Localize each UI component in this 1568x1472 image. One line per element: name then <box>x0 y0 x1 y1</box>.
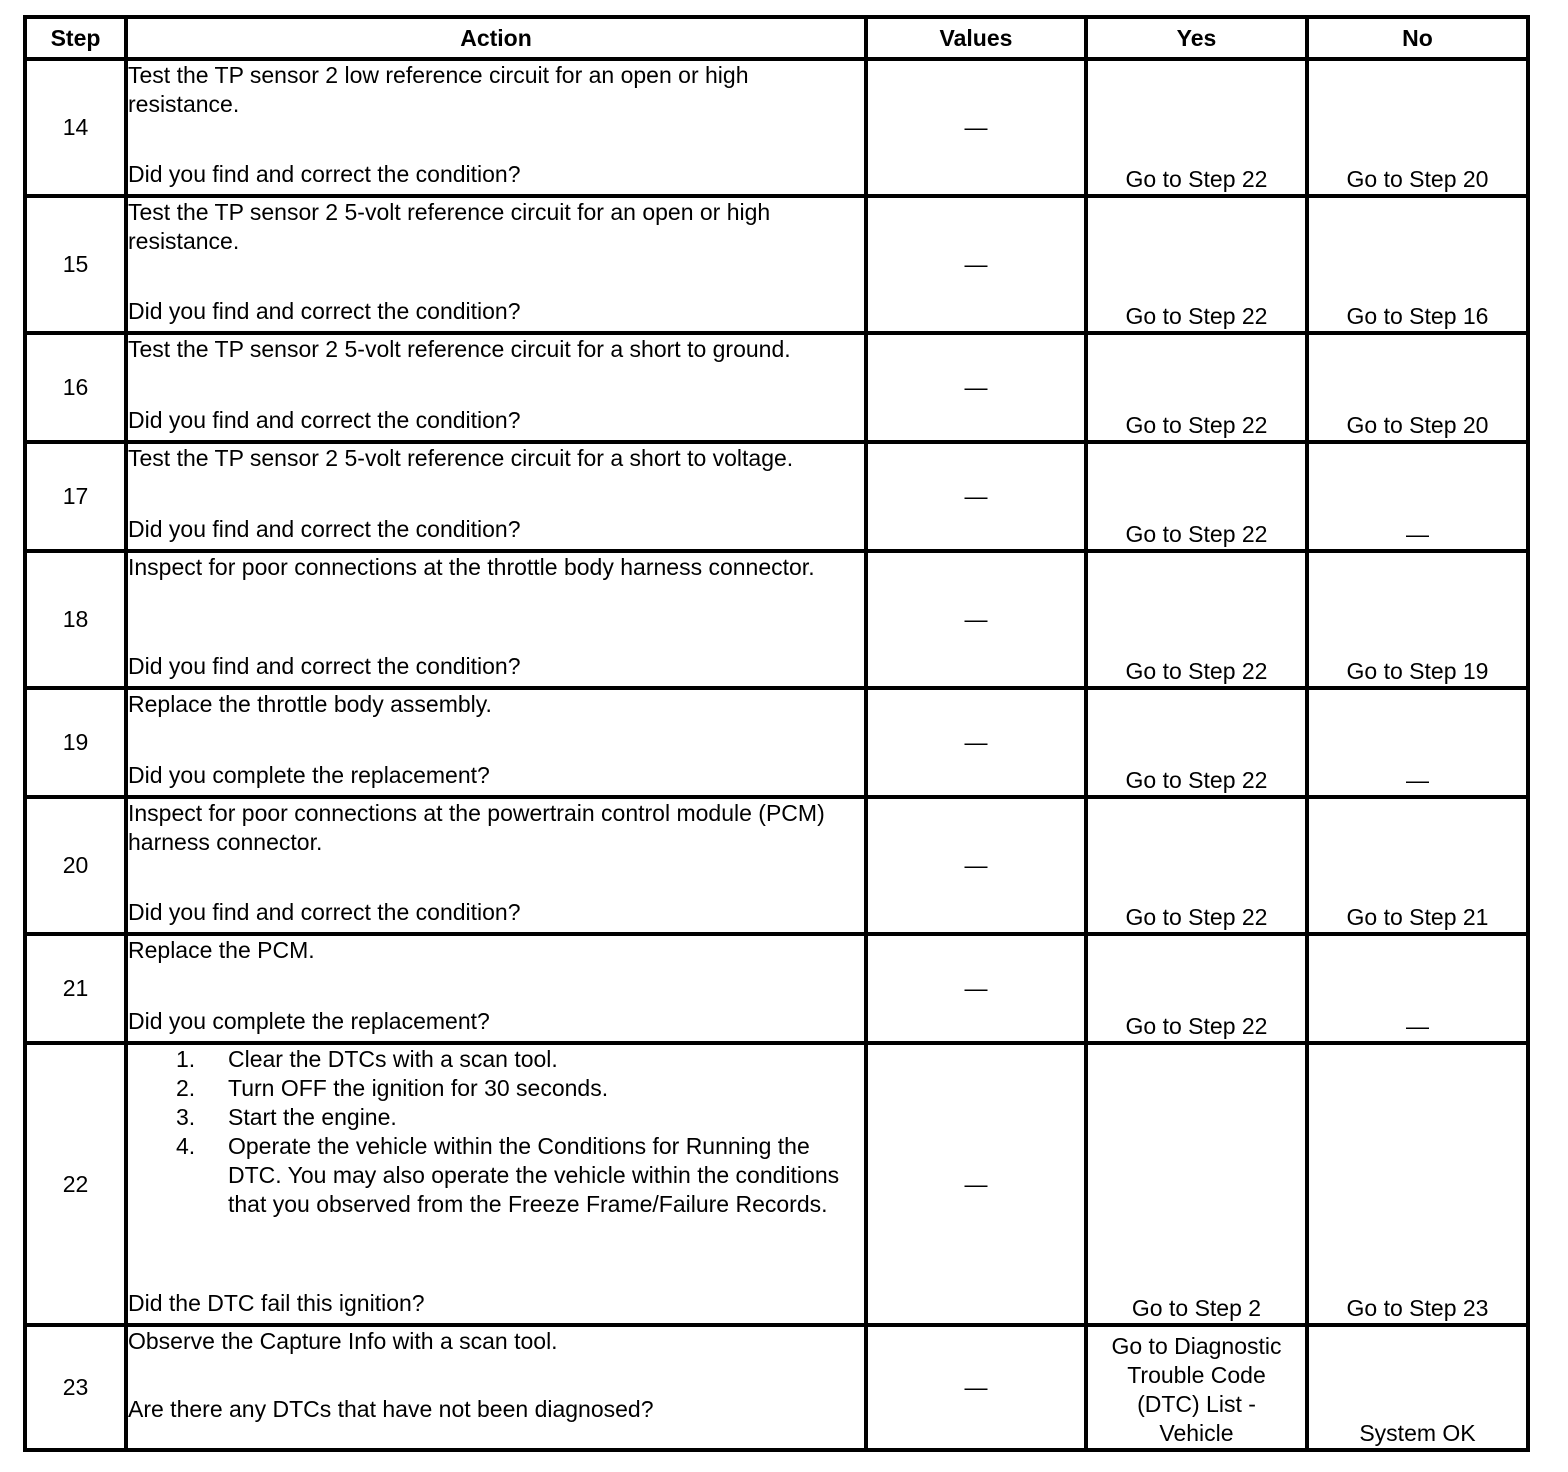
list-item <box>176 1103 864 1132</box>
action-cell <box>126 333 866 442</box>
table-row <box>25 934 1528 1043</box>
step-number: 15 <box>25 196 126 333</box>
list-item <box>176 1132 864 1219</box>
table-row <box>25 1325 1528 1450</box>
action-cell <box>126 688 866 797</box>
yes-cell: Go to Step 22 <box>1086 59 1307 196</box>
yes-cell: Go to Step 22 <box>1086 551 1307 688</box>
action-text: Inspect for poor connections at the powertrain control module (PCM) harness connector. <box>128 800 825 855</box>
action-question: Did you find and correct the condition? <box>128 298 521 324</box>
no-cell: Go to Step 21 <box>1307 797 1528 934</box>
yes-cell: Go to Step 22 <box>1086 688 1307 797</box>
yes-cell: Go to Step 2 <box>1086 1043 1307 1325</box>
action-question: Are there any DTCs that have not been diagnosed? <box>128 1396 654 1422</box>
step-number: 19 <box>25 688 126 797</box>
action-text: Replace the PCM. <box>128 937 315 963</box>
step-number: 23 <box>25 1325 126 1450</box>
no-cell: — <box>1307 442 1528 551</box>
step-number: 21 <box>25 934 126 1043</box>
action-question: Did the DTC fail this ignition? <box>128 1290 425 1316</box>
list-text: Clear the DTCs with a scan tool. <box>228 1046 558 1072</box>
step-number: 14 <box>25 59 126 196</box>
table-row <box>25 333 1528 442</box>
values-cell: — <box>866 1043 1086 1325</box>
action-text: Replace the throttle body assembly. <box>128 691 492 717</box>
table-row <box>25 688 1528 797</box>
action-text: Test the TP sensor 2 5-volt reference circuit for an open or high resistance. <box>128 199 771 254</box>
table-row <box>25 59 1528 196</box>
list-item <box>176 1045 864 1074</box>
list-text: Start the engine. <box>228 1104 397 1130</box>
action-question: Did you find and correct the condition? <box>128 161 521 187</box>
header-step: Step <box>25 17 126 59</box>
list-item <box>176 1074 864 1103</box>
values-cell: — <box>866 934 1086 1043</box>
list-number: 1. <box>176 1046 196 1072</box>
action-cell <box>126 551 866 688</box>
action-cell <box>126 1325 866 1450</box>
table-row <box>25 797 1528 934</box>
no-cell: Go to Step 23 <box>1307 1043 1528 1325</box>
action-question: Did you find and correct the condition? <box>128 516 521 542</box>
action-cell <box>126 59 866 196</box>
action-question: Did you find and correct the condition? <box>128 653 521 679</box>
list-number: 3. <box>176 1104 196 1130</box>
action-cell <box>126 934 866 1043</box>
no-cell: — <box>1307 934 1528 1043</box>
values-cell: — <box>866 797 1086 934</box>
no-cell: Go to Step 19 <box>1307 551 1528 688</box>
header-values: Values <box>866 17 1086 59</box>
header-no: No <box>1307 17 1528 59</box>
action-cell <box>126 196 866 333</box>
no-cell: — <box>1307 688 1528 797</box>
step-number: 16 <box>25 333 126 442</box>
values-cell: — <box>866 59 1086 196</box>
action-text: Test the TP sensor 2 low reference circuit for an open or high resistance. <box>128 62 749 117</box>
values-cell: — <box>866 196 1086 333</box>
table-row <box>25 196 1528 333</box>
yes-cell: Go to Step 22 <box>1086 934 1307 1043</box>
list-number: 4. <box>176 1133 196 1159</box>
table-row <box>25 551 1528 688</box>
action-question: Did you find and correct the condition? <box>128 407 521 433</box>
table-row <box>25 1043 1528 1325</box>
values-cell: — <box>866 551 1086 688</box>
action-cell <box>126 1043 866 1325</box>
header-yes: Yes <box>1086 17 1307 59</box>
action-text: Inspect for poor connections at the throttle body harness connector. <box>128 554 815 580</box>
action-text: Test the TP sensor 2 5-volt reference circuit for a short to ground. <box>128 336 791 362</box>
no-cell: System OK <box>1307 1325 1528 1450</box>
action-question: Did you complete the replacement? <box>128 1008 490 1034</box>
values-cell: — <box>866 442 1086 551</box>
no-cell: Go to Step 20 <box>1307 59 1528 196</box>
action-cell <box>126 442 866 551</box>
diagnostic-table <box>23 15 1530 1452</box>
table-row <box>25 442 1528 551</box>
yes-cell: Go to Step 22 <box>1086 196 1307 333</box>
yes-cell: Go to Step 22 <box>1086 797 1307 934</box>
action-text: Observe the Capture Info with a scan tool. <box>128 1328 558 1354</box>
yes-cell: Go to Step 22 <box>1086 333 1307 442</box>
header-row <box>25 17 1528 59</box>
step-number: 22 <box>25 1043 126 1325</box>
yes-cell: Go to Diagnostic Trouble Code (DTC) List - Vehicle <box>1086 1325 1307 1450</box>
step-number: 17 <box>25 442 126 551</box>
procedure-list <box>128 1045 864 1219</box>
step-number: 18 <box>25 551 126 688</box>
list-text: Turn OFF the ignition for 30 seconds. <box>228 1075 609 1101</box>
yes-cell: Go to Step 22 <box>1086 442 1307 551</box>
no-cell: Go to Step 16 <box>1307 196 1528 333</box>
action-question: Did you complete the replacement? <box>128 762 490 788</box>
action-text: Test the TP sensor 2 5-volt reference circuit for a short to voltage. <box>128 445 794 471</box>
no-cell: Go to Step 20 <box>1307 333 1528 442</box>
values-cell: — <box>866 688 1086 797</box>
list-number: 2. <box>176 1075 196 1101</box>
values-cell: — <box>866 333 1086 442</box>
action-cell <box>126 797 866 934</box>
action-question: Did you find and correct the condition? <box>128 899 521 925</box>
header-action: Action <box>126 17 866 59</box>
list-text: Operate the vehicle within the Conditions for Running the DTC. You may also operate the vehicle within the conditions that you observed from the Freeze Frame/Failure Records. <box>228 1133 840 1217</box>
step-number: 20 <box>25 797 126 934</box>
values-cell: — <box>866 1325 1086 1450</box>
